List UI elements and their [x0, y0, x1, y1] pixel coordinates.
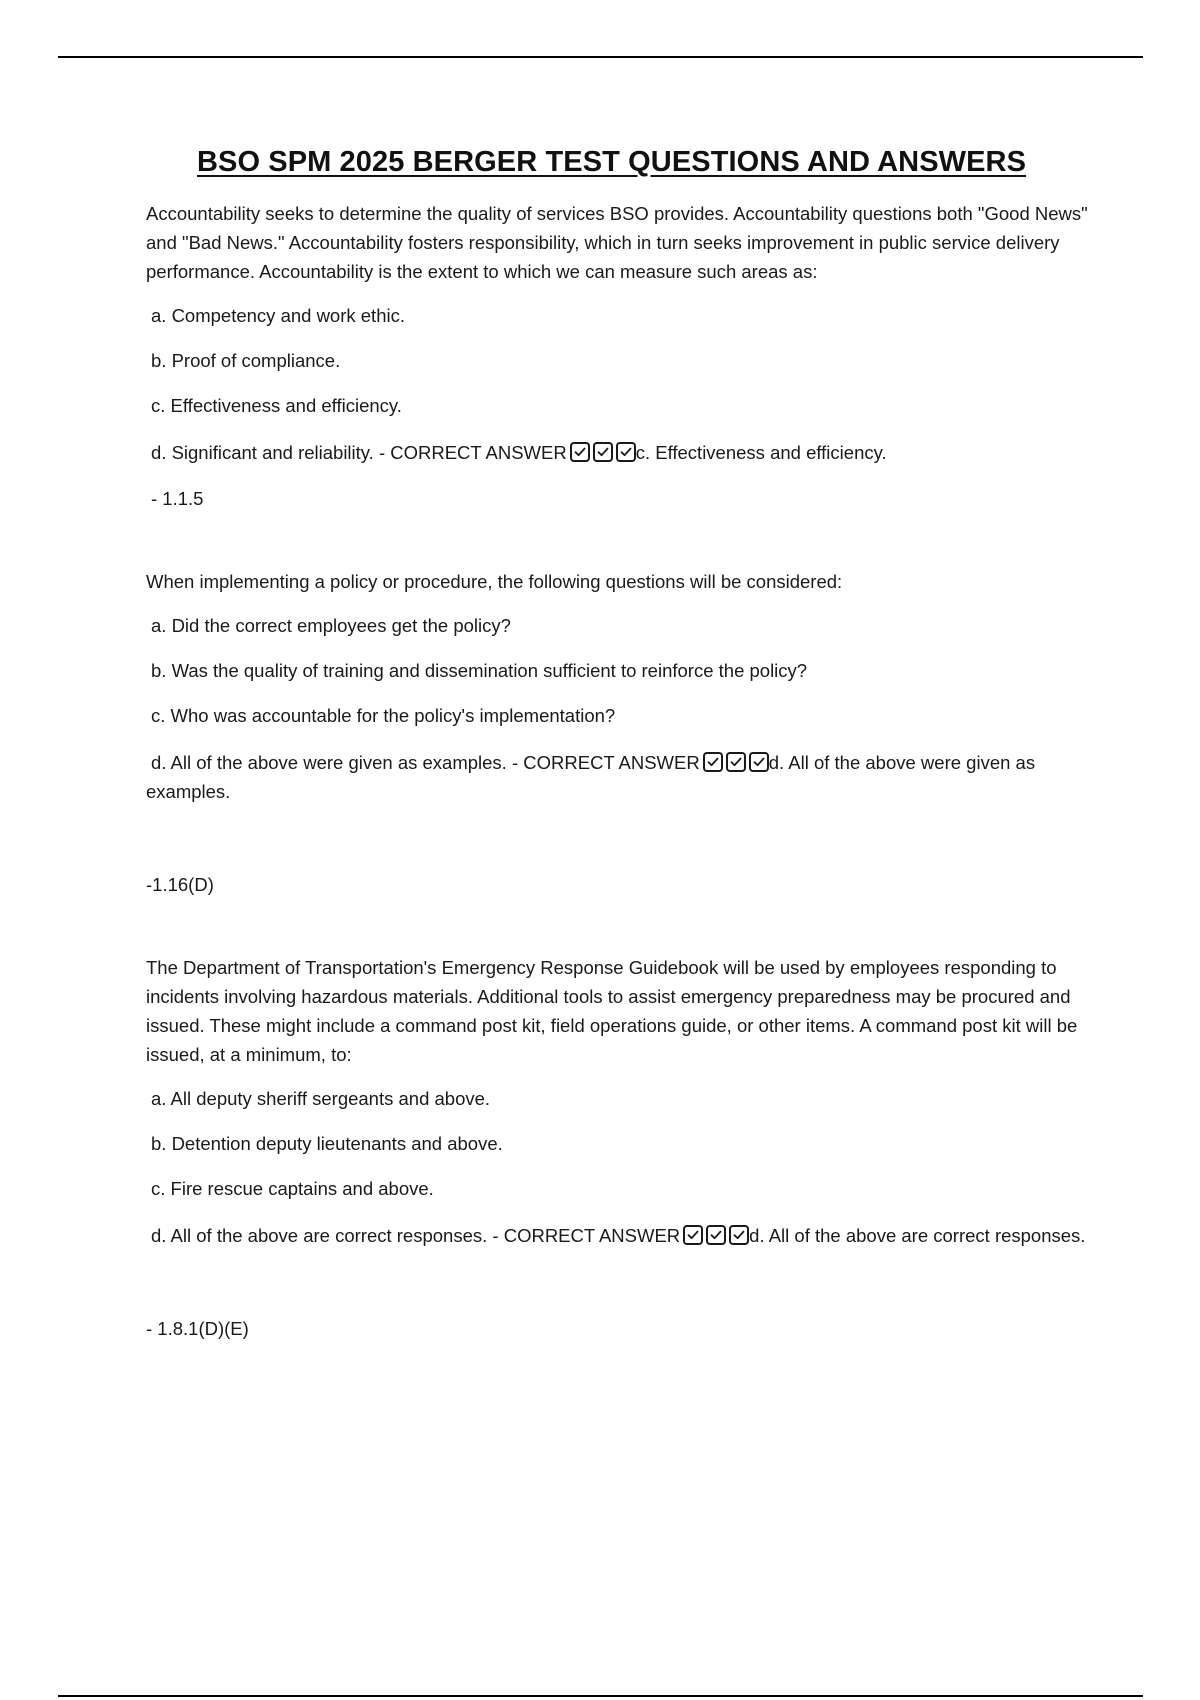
- option-b: b. Detention deputy lieutenants and above.: [151, 1133, 503, 1154]
- checkbox-checked-icon: [706, 1225, 726, 1245]
- question-2: [146, 567, 1091, 898]
- question-stem: The Department of Transportation's Emergency Response Guidebook will be used by employees responding to incidents involving hazardous materials. Additional tools to assist emergency preparedness may be procured and issued. These might include a command post kit, field operations guide, or other items. A command post kit will be issued, at a minimum, to:: [146, 957, 1078, 1065]
- question-3: [146, 953, 1091, 1342]
- reference: - 1.1.5: [151, 488, 204, 509]
- document-page: [146, 146, 1091, 1342]
- footer-rule: [58, 1695, 1143, 1697]
- question-1: [146, 199, 1091, 512]
- reference: - 1.8.1(D)(E): [146, 1318, 249, 1339]
- question-stem: When implementing a policy or procedure, the following questions will be considered:: [146, 571, 843, 592]
- option-c: c. Fire rescue captains and above.: [151, 1178, 434, 1199]
- option-a: a. Did the correct employees get the policy?: [151, 615, 511, 636]
- reference: -1.16(D): [146, 874, 214, 895]
- document-title: BSO SPM 2025 BERGER TEST QUESTIONS AND ANSWERS: [196, 146, 1027, 178]
- option-d-with-answer: [146, 748, 1091, 806]
- option-c: c. Effectiveness and efficiency.: [151, 395, 402, 416]
- checkbox-checked-icon: [726, 752, 746, 772]
- option-b: b. Proof of compliance.: [151, 350, 341, 371]
- correct-answer: d. All of the above were given as examples.: [146, 752, 1036, 802]
- option-a: a. Competency and work ethic.: [151, 305, 405, 326]
- option-d: d. All of the above are correct responses. - CORRECT ANSWER: [151, 1225, 681, 1246]
- option-d: d. All of the above were given as examples. - CORRECT ANSWER: [151, 752, 700, 773]
- option-d-with-answer: [146, 438, 1091, 467]
- option-c: c. Who was accountable for the policy's implementation?: [151, 705, 616, 726]
- checkbox-checked-icon: [703, 752, 723, 772]
- correct-answer: c. Effectiveness and efficiency.: [635, 442, 887, 463]
- correct-answer: d. All of the above are correct responses.: [749, 1225, 1086, 1246]
- header-rule: [58, 56, 1143, 58]
- checkbox-checked-icon: [749, 752, 769, 772]
- checkbox-checked-icon: [593, 442, 613, 462]
- checkbox-checked-icon: [729, 1225, 749, 1245]
- option-a: a. All deputy sheriff sergeants and above.: [151, 1088, 491, 1109]
- option-d: d. Significant and reliability. - CORRECT ANSWER: [151, 442, 567, 463]
- checkbox-checked-icon: [570, 442, 590, 462]
- option-d-with-answer: [146, 1221, 1091, 1250]
- checkbox-checked-icon: [616, 442, 636, 462]
- checkbox-checked-icon: [683, 1225, 703, 1245]
- option-b: b. Was the quality of training and dissemination sufficient to reinforce the policy?: [151, 660, 808, 681]
- question-stem: Accountability seeks to determine the quality of services BSO provides. Accountability questions both "Good News" and "Bad News." Accountability fosters responsibility, which in turn seeks improvement in public service delivery performance. Accountability is the extent to which we can measure such areas as:: [146, 203, 1088, 282]
